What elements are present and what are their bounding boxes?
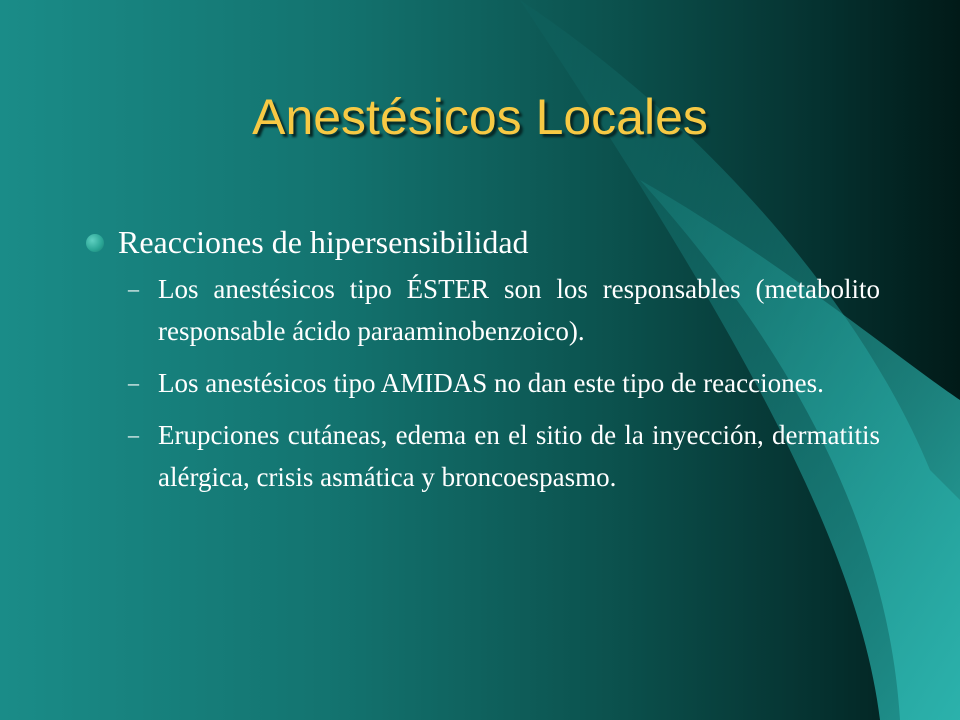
- slide-content: [86, 218, 880, 508]
- sub-bullet-text: Los anestésicos tipo AMIDAS no dan este tipo de reacciones.: [158, 368, 824, 398]
- bullet-dot-icon: [86, 234, 104, 252]
- dash-icon: –: [128, 370, 139, 395]
- sub-bullet-text: Los anestésicos tipo ÉSTER son los responsables (metabolito responsable ácido paraaminobenzoico).: [158, 274, 880, 346]
- slide-title: Anestésicos Locales: [252, 89, 708, 145]
- sub-bullet-text: Erupciones cutáneas, edema en el sitio de la inyección, dermatitis alérgica, crisis asmática y broncoespasmo.: [158, 420, 880, 492]
- sub-bullet-item: [128, 268, 880, 352]
- dash-icon: –: [128, 422, 139, 447]
- dash-icon: –: [128, 276, 139, 301]
- sub-bullet-item: [128, 362, 880, 404]
- bullet-item: [86, 218, 880, 266]
- sub-bullet-list: [86, 268, 880, 498]
- sub-bullet-item: [128, 414, 880, 498]
- bullet-text: Reacciones de hipersensibilidad: [118, 224, 529, 260]
